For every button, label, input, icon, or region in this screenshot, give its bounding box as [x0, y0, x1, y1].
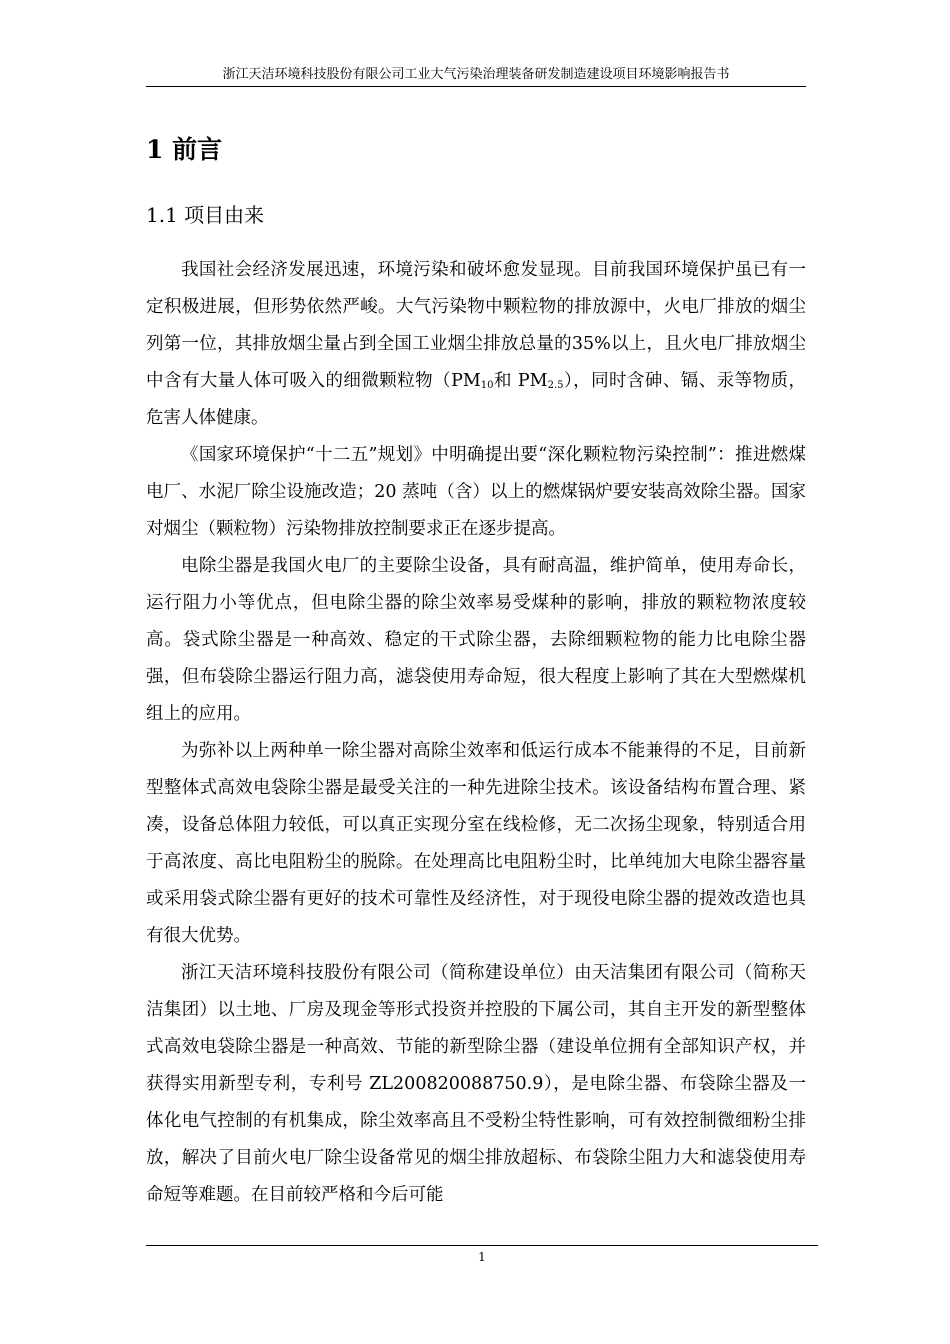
- page-number: 1: [478, 1250, 486, 1264]
- section-heading: 1.1 项目由来: [146, 203, 265, 227]
- paragraph-1-text-b: 和 PM: [493, 371, 548, 391]
- paragraph-1-text-a: 我国社会经济发展迅速，环境污染和破坏愈发显现。目前我国环境保护虽已有一定积极进展，但形势依然严峻。大气污染物中颗粒物的排放源中，火电厂排放的烟尘列第一位，其排放烟尘量占到全国工业烟尘排放总量的35%以上，且火电厂排放烟尘中含有大量人体可吸入的细微颗粒物（PM: [146, 260, 806, 391]
- paragraph-1-text-c: ），同时含砷、镉、汞等物质，危害人体健康。: [146, 371, 806, 428]
- paragraph-2: 《国家环境保护“十二五”规划》中明确提出要“深化颗粒物污染控制”：推进燃煤电厂、水泥厂除尘设施改造；20 蒸吨（含）以上的燃煤锅炉要安装高效除尘器。国家对烟尘（颗粒物）污染物排放控制要求正在逐步提高。: [146, 445, 806, 539]
- pm10-subscript: 10: [480, 380, 494, 391]
- paragraph-3: 电除尘器是我国火电厂的主要除尘设备，具有耐高温，维护简单，使用寿命长，运行阻力小等优点，但电除尘器的除尘效率易受煤种的影响，排放的颗粒物浓度较高。袋式除尘器是一种高效、稳定的干式除尘器，去除细颗粒物的能力比电除尘器强，但布袋除尘器运行阻力高，滤袋使用寿命短，很大程度上影响了其在大型燃煤机组上的应用。: [146, 556, 806, 724]
- running-header: 浙江天洁环境科技股份有限公司工业大气污染治理装备研发制造建设项目环境影响报告书: [222, 67, 730, 82]
- paragraph-4: 为弥补以上两种单一除尘器对高除尘效率和低运行成本不能兼得的不足，目前新型整体式高效电袋除尘器是最受关注的一种先进除尘技术。该设备结构布置合理、紧凑，设备总体阻力较低，可以真正实现分室在线检修，无二次扬尘现象，特别适合用于高浓度、高比电阻粉尘的脱除。在处理高比电阻粉尘时，比单纯加大电除尘器容量或采用袋式除尘器有更好的技术可靠性及经济性，对于现役电除尘器的提效改造也具有很大优势。: [146, 741, 806, 946]
- page-body: [146, 128, 806, 1214]
- chapter-heading: 1 前言: [146, 135, 223, 164]
- header-rule: [146, 86, 806, 87]
- footer-rule: [146, 1245, 818, 1246]
- paragraph-5: 浙江天洁环境科技股份有限公司（简称建设单位）由天洁集团有限公司（简称天洁集团）以土地、厂房及现金等形式投资并控股的下属公司，其自主开发的新型整体式高效电袋除尘器是一种高效、节能的新型除尘器（建设单位拥有全部知识产权，并获得实用新型专利，专利号 ZL200820088750.9），是电除尘器、布袋除尘器及一体化电气控制的有机集成，除尘效率高且不受粉尘特性影响，可有效控制微细粉尘排放，解决了目前火电厂除尘设备常见的烟尘排放超标、布袋除尘阻力大和滤袋使用寿命短等难题。在目前较严格和今后可能: [146, 963, 806, 1205]
- pm25-subscript: 2.5: [547, 380, 564, 391]
- paragraph-1: [146, 252, 806, 437]
